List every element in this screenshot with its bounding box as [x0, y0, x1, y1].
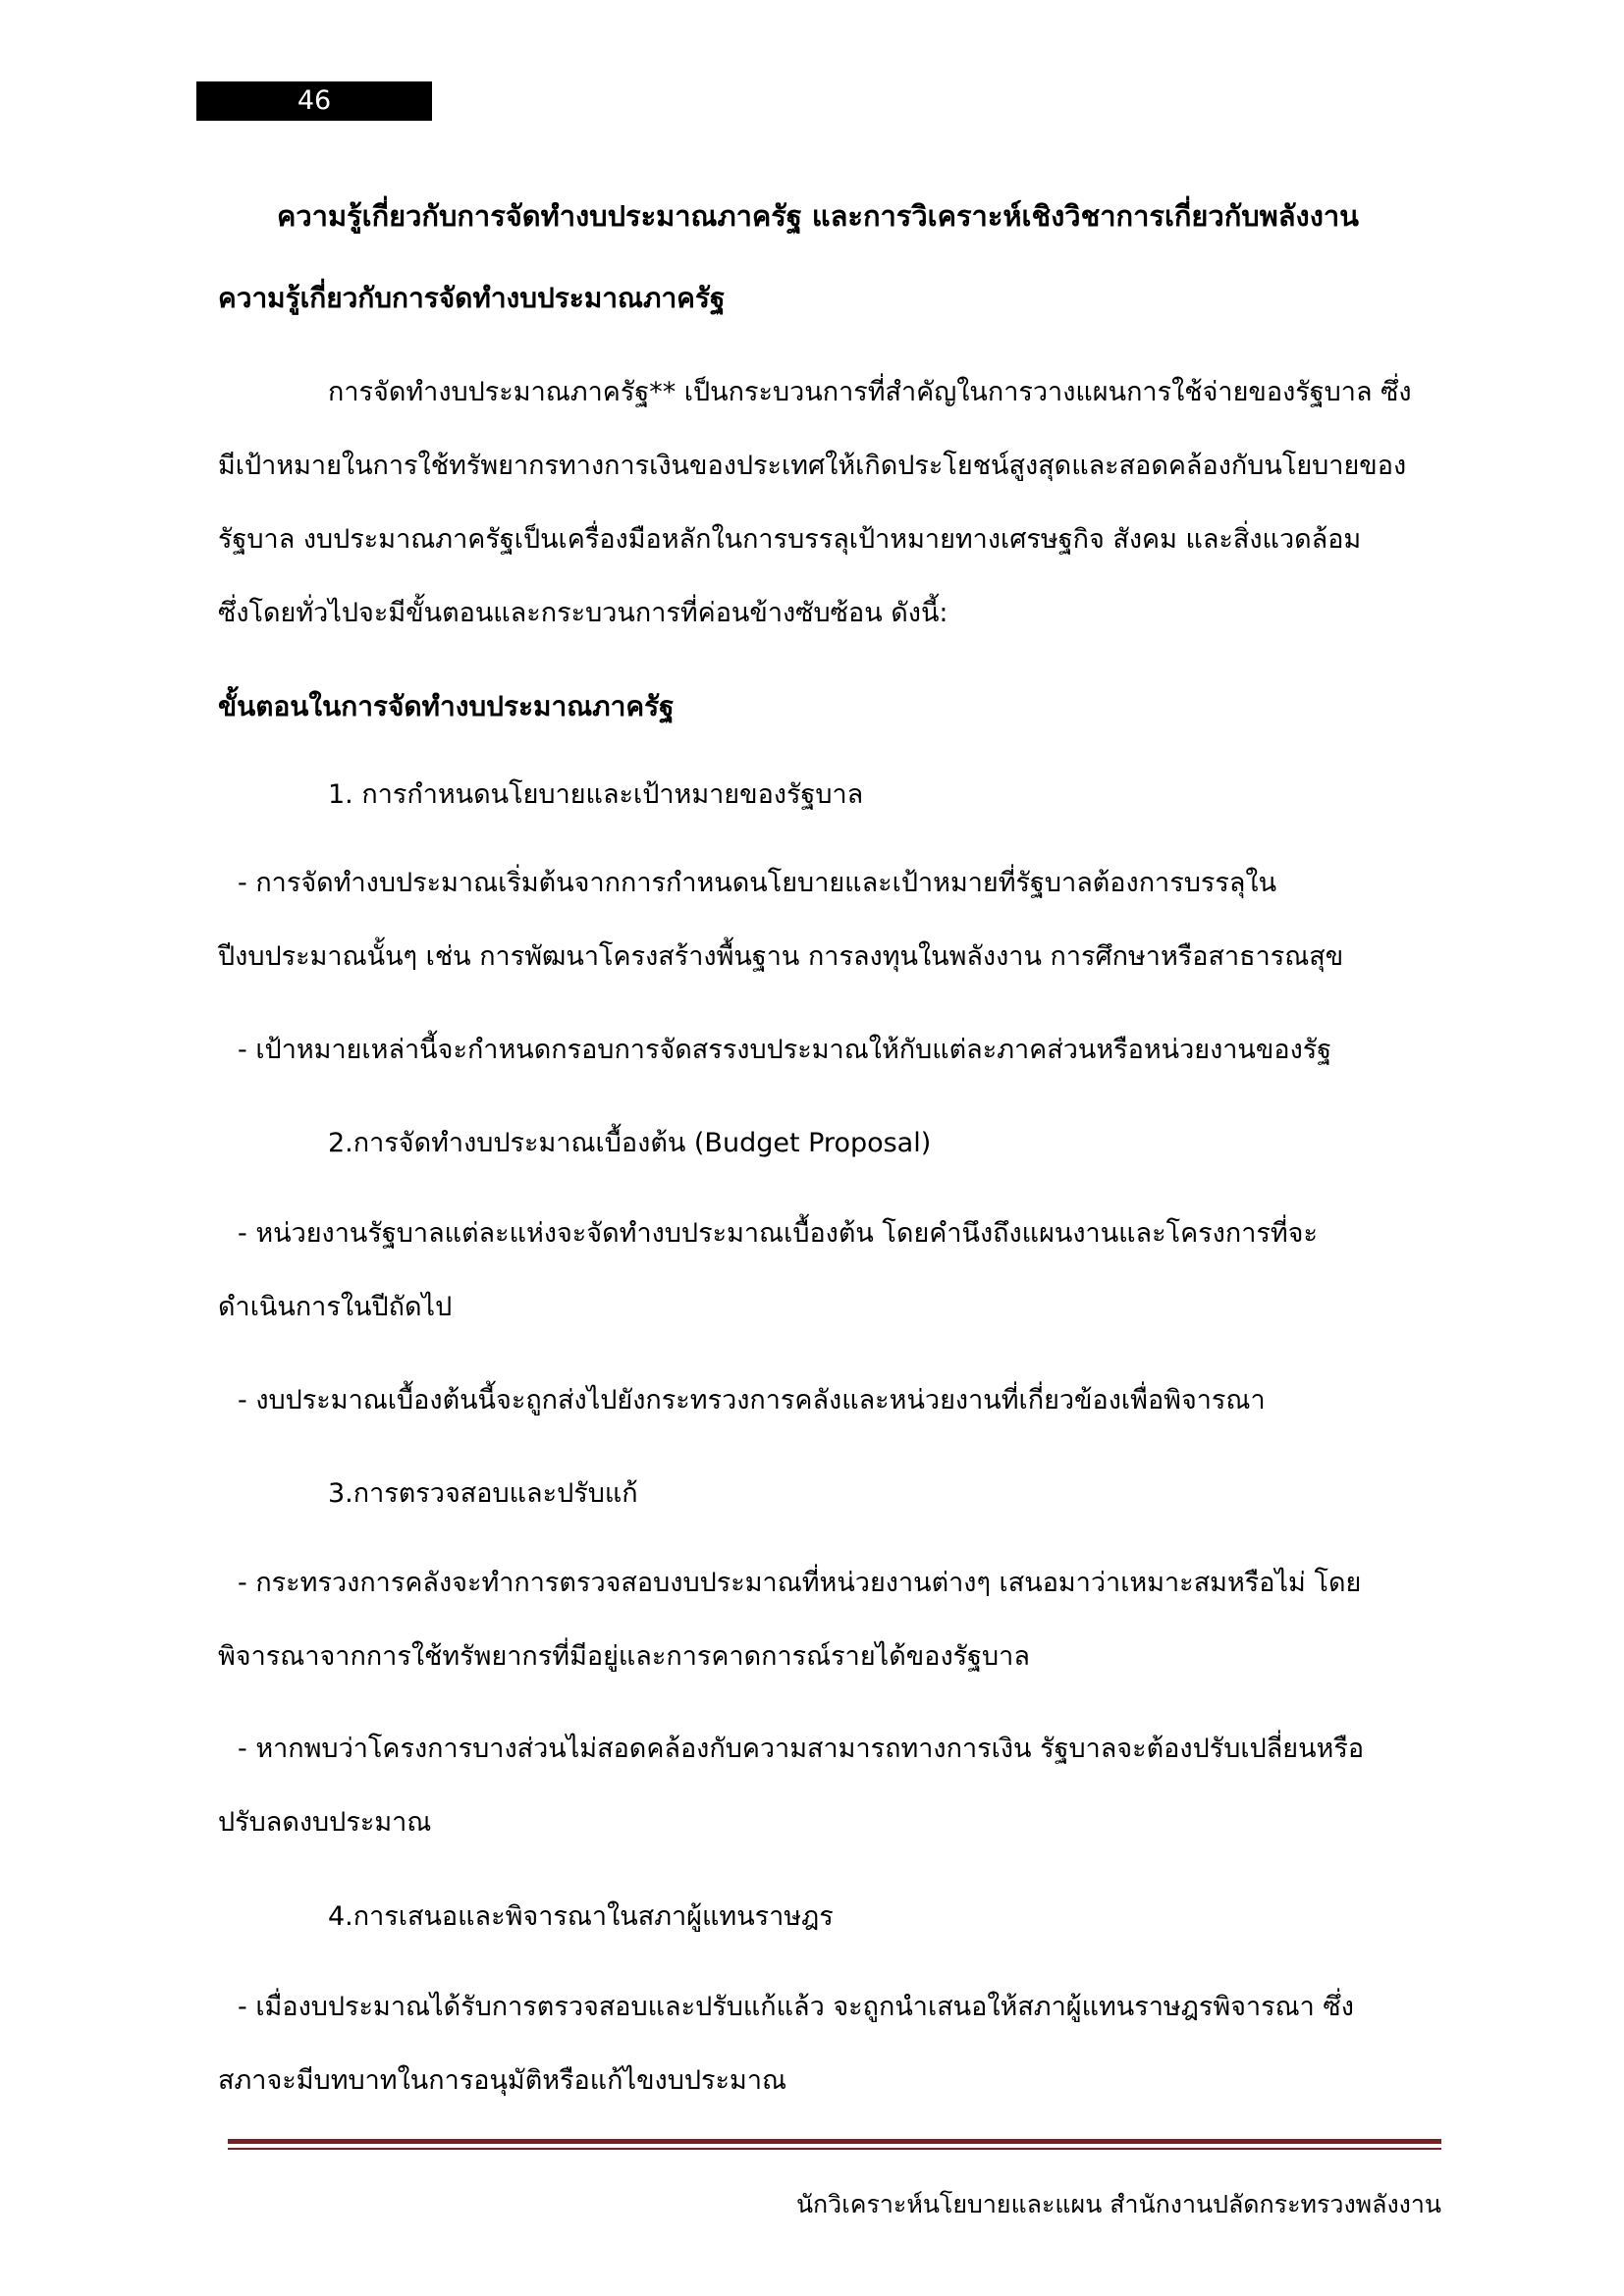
step-1-title: 1. การกำหนดนโยบายและเป้าหมายของรัฐบาล [328, 779, 864, 810]
step-3-bullet-2-cont: ปรับลดงบประมาณ [218, 1807, 432, 1838]
page-number: 46 [196, 81, 432, 121]
step-4-bullet-1: - เมื่องบประมาณได้รับการตรวจสอบและปรับแก้แล้ว จะถูกนำเสนอให้สภาผู้แทนราษฎรพิจารณา ซึ่ง [238, 1992, 1354, 2022]
intro-line-3: รัฐบาล งบประมาณภาครัฐเป็นเครื่องมือหลักในการบรรลุเป้าหมายทางเศรษฐกิจ สังคม และสิ่งแวดล้อม [218, 524, 1362, 555]
step-2-bullet-1-cont: ดำเนินการในปีถัดไป [218, 1292, 453, 1322]
step-4-title: 4.การเสนอและพิจารณาในสภาผู้แทนราษฎร [328, 1901, 834, 1932]
step-4-bullet-1-cont: สภาจะมีบทบาทในการอนุมัติหรือแก้ไขงบประมาณ [218, 2065, 787, 2096]
step-2-title: 2.การจัดทำงบประมาณเบื้องต้น (Budget Proposal) [328, 1128, 932, 1158]
step-2-bullet-2: - งบประมาณเบื้องต้นนี้จะถูกส่งไปยังกระทรวงการคลังและหน่วยงานที่เกี่ยวข้องเพื่อพิจารณา [238, 1385, 1266, 1415]
step-3-bullet-1: - กระทรวงการคลังจะทำการตรวจสอบงบประมาณที่หน่วยงานต่างๆ เสนอมาว่าเหมาะสมหรือไม่ โดย [238, 1568, 1362, 1598]
footer-divider-thin [228, 2148, 1441, 2150]
intro-line-1: การจัดทำงบประมาณภาครัฐ** เป็นกระบวนการที่สำคัญในการวางแผนการใช้จ่ายของรัฐบาล ซึ่ง [328, 377, 1412, 407]
section-heading: ความรู้เกี่ยวกับการจัดทำงบประมาณภาครัฐ [218, 282, 726, 314]
page-title: ความรู้เกี่ยวกับการจัดทำงบประมาณภาครัฐ และการวิเคราะห์เชิงวิชาการเกี่ยวกับพลังงาน [277, 199, 1359, 233]
footer-divider-thick [228, 2139, 1441, 2144]
footer-text: นักวิเคราะห์นโยบายและแผน สำนักงานปลัดกระทรวงพลังงาน [795, 2190, 1441, 2218]
intro-line-4: ซึ่งโดยทั่วไปจะมีขั้นตอนและกระบวนการที่ค่อนข้างซับซ้อน ดังนี้: [218, 598, 948, 628]
step-1-bullet-1-cont: ปีงบประมาณนั้นๆ เช่น การพัฒนาโครงสร้างพื้นฐาน การลงทุนในพลังงาน การศึกษาหรือสาธารณสุข [218, 941, 1344, 972]
step-2-bullet-1: - หน่วยงานรัฐบาลแต่ละแห่งจะจัดทำงบประมาณเบื้องต้น โดยคำนึงถึงแผนงานและโครงการที่จะ [238, 1218, 1318, 1249]
step-3-bullet-1-cont: พิจารณาจากการใช้ทรัพยากรที่มีอยู่และการคาดการณ์รายได้ของรัฐบาล [218, 1641, 1030, 1672]
step-3-title: 3.การตรวจสอบและปรับแก้ [328, 1478, 638, 1509]
steps-heading: ขั้นตอนในการจัดทำงบประมาณภาครัฐ [218, 690, 675, 722]
step-3-bullet-2: - หากพบว่าโครงการบางส่วนไม่สอดคล้องกับความสามารถทางการเงิน รัฐบาลจะต้องปรับเปลี่ยนหรือ [238, 1734, 1365, 1764]
step-1-bullet-2: - เป้าหมายเหล่านี้จะกำหนดกรอบการจัดสรรงบประมาณให้กับแต่ละภาคส่วนหรือหน่วยงานของรัฐ [238, 1035, 1332, 1065]
intro-line-2: มีเป้าหมายในการใช้ทรัพยากรทางการเงินของประเทศให้เกิดประโยชน์สูงสุดและสอดคล้องกับนโยบายของ [218, 451, 1407, 481]
step-1-bullet-1: - การจัดทำงบประมาณเริ่มต้นจากการกำหนดนโยบายและเป้าหมายที่รัฐบาลต้องการบรรลุใน [238, 868, 1277, 898]
